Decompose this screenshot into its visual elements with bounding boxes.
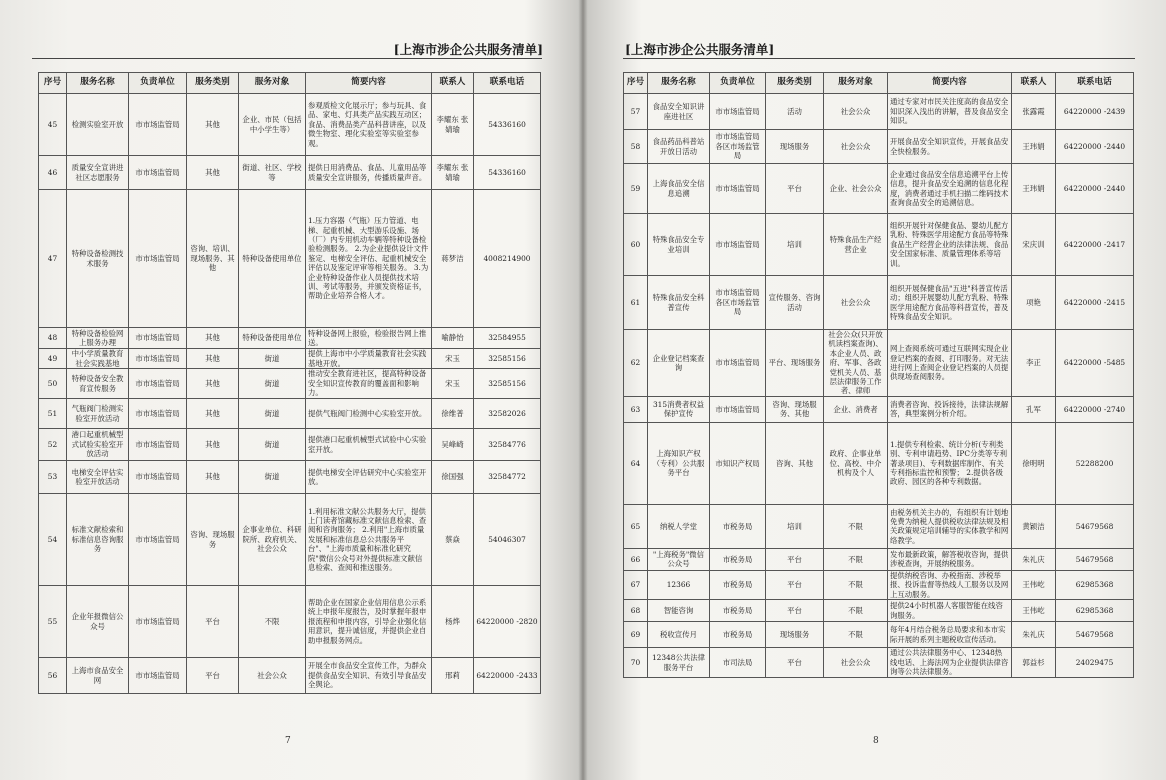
cell-service-name: 智能咨询 — [648, 600, 710, 622]
cell-phone: 32585156 — [474, 369, 541, 399]
title-rule — [32, 58, 542, 59]
table-row — [624, 548, 1134, 570]
cell-target: 社会公众(只开放机读档案查询)、本企业人员、政府、军事、各政党机关人员、基层法律服务工作者、律师 — [824, 330, 888, 397]
table-row — [624, 330, 1134, 397]
cell-desc: 提供日用消费品、食品、儿童用品等质量安全宣讲服务，传播质量声音。 — [306, 156, 432, 190]
cell-contact: 蒋梦洁 — [432, 190, 474, 328]
cell-unit: 市市场监管局 — [129, 156, 187, 190]
cell-category: 咨询、培训、现场服务、其他 — [187, 190, 239, 328]
cell-contact: 王玮娟 — [1012, 130, 1056, 164]
table-row — [39, 328, 541, 349]
cell-no: 65 — [624, 504, 648, 548]
cell-phone: 62985368 — [1056, 600, 1134, 622]
cell-unit: 市市场监管局 — [710, 330, 766, 397]
cell-unit: 市市场监管局 — [129, 190, 187, 328]
cell-unit: 市市场监管局 — [129, 461, 187, 494]
table-row — [39, 349, 541, 369]
cell-unit: 市市场监管局 — [129, 349, 187, 369]
service-table-left — [38, 72, 541, 694]
cell-desc: 由税务机关主办的，有组织有计划地免费为纳税人提供税收法律法规及相关政策规定培训辅导的实体教学和网络教学。 — [888, 504, 1012, 548]
cell-desc: 1.利用标准文献公共服务大厅，提供上门读者馆藏标准文献信息检索、查阅和咨询服务； 2.利用"上海市质量发展和标准信息总公共服务平台"、"上海市质量和标准化研究院"微信公众号对外提供标准文献信息检索、查阅和推送服务。 — [306, 494, 432, 586]
cell-no: 64 — [624, 422, 648, 504]
cell-phone: 52288200 — [1056, 422, 1134, 504]
cell-no: 47 — [39, 190, 67, 328]
cell-desc: 提供上海市中小学质量教育社会实践基地开放。 — [306, 349, 432, 369]
cell-service-name: 标准文献检索和标准信息咨询服务 — [67, 494, 129, 586]
cell-desc: 提供气瓶阀门检测中心实验室开放。 — [306, 399, 432, 429]
header-contact: 联系人 — [432, 73, 474, 94]
cell-no: 54 — [39, 494, 67, 586]
cell-unit: 市市场监管局 各区市场监管局 — [710, 130, 766, 164]
cell-contact: 王玮娟 — [1012, 164, 1056, 214]
cell-target: 不限 — [239, 586, 306, 658]
cell-unit: 市市场监管局 — [129, 94, 187, 156]
cell-service-name: 税收宣传月 — [648, 622, 710, 648]
table-row — [624, 570, 1134, 599]
cell-phone: 54336160 — [474, 94, 541, 156]
cell-no: 50 — [39, 369, 67, 399]
cell-unit: 市市场监管局 — [710, 94, 766, 130]
header-target: 服务对象 — [239, 73, 306, 94]
cell-service-name: 特种设备检验网上服务办理 — [67, 328, 129, 349]
cell-target: 街道 — [239, 429, 306, 461]
cell-desc: 提供纳税咨询、办税指南、涉税举报、投诉监督等热线人工服务以及网上互动服务。 — [888, 570, 1012, 599]
table-row — [39, 94, 541, 156]
cell-unit: 市市场监管局 — [129, 399, 187, 429]
cell-no: 69 — [624, 622, 648, 648]
cell-phone: 32584772 — [474, 461, 541, 494]
cell-contact: 项艳 — [1012, 276, 1056, 330]
header-desc: 简要内容 — [306, 73, 432, 94]
cell-no: 59 — [624, 164, 648, 214]
cell-contact: 吴峰崎 — [432, 429, 474, 461]
cell-target: 企事业单位、科研院所、政府机关、社会公众 — [239, 494, 306, 586]
cell-no: 56 — [39, 658, 67, 694]
cell-service-name: "上海税务"微信公众号 — [648, 548, 710, 570]
table-body — [624, 94, 1134, 678]
cell-phone: 32584955 — [474, 328, 541, 349]
header-category: 服务类别 — [187, 73, 239, 94]
cell-desc: 企业通过食品安全信息追溯平台上传信息，提升食品安全追溯的信息化程度，消费者通过手机扫描二维码技术查询食品安全的追溯信息。 — [888, 164, 1012, 214]
cell-target: 不限 — [824, 548, 888, 570]
cell-category: 咨询、现场服务、其他 — [766, 396, 824, 422]
cell-category: 现场服务 — [766, 622, 824, 648]
cell-category: 其他 — [187, 429, 239, 461]
cell-service-name: 特种设备检测技术服务 — [67, 190, 129, 328]
header-no: 序号 — [624, 73, 648, 94]
cell-desc: 开展食品安全知识宣传，开展食品安全快检服务。 — [888, 130, 1012, 164]
cell-service-name: 315消费者权益保护宣传 — [648, 396, 710, 422]
cell-desc: 推动安全教育进社区，提高特种设备安全知识宣传教育的覆盖面和影响力。 — [306, 369, 432, 399]
header-desc: 简要内容 — [888, 73, 1012, 94]
cell-unit: 市税务局 — [710, 548, 766, 570]
cell-phone: 64220000 -2439 — [1056, 94, 1134, 130]
table-row — [624, 504, 1134, 548]
table-row — [39, 429, 541, 461]
cell-phone: 64220000 -2433 — [474, 658, 541, 694]
cell-target: 社会公众 — [824, 130, 888, 164]
cell-desc: 提供24小时机器人客服智能在线咨询服务。 — [888, 600, 1012, 622]
table-row — [624, 130, 1134, 164]
header-phone: 联系电话 — [1056, 73, 1134, 94]
cell-contact: 宋庆训 — [1012, 214, 1056, 276]
header-name: 服务名称 — [648, 73, 710, 94]
cell-target: 企业、市民（包括中小学生等） — [239, 94, 306, 156]
cell-contact: 徐明明 — [1012, 422, 1056, 504]
table-row — [39, 369, 541, 399]
page-title: [上海市涉企公共服务清单] — [393, 42, 543, 57]
cell-category: 其他 — [187, 156, 239, 190]
cell-desc: 每年4月结合税务总局要求和本市实际开展的系列主题税收宣传活动。 — [888, 622, 1012, 648]
cell-category: 平台 — [766, 548, 824, 570]
cell-no: 60 — [624, 214, 648, 276]
cell-desc: 发布最新政策，解答税收咨询，提供涉税查询，开展纳税服务。 — [888, 548, 1012, 570]
cell-no: 55 — [39, 586, 67, 658]
cell-unit: 市市场监管局 — [129, 328, 187, 349]
cell-contact: 徐维普 — [432, 399, 474, 429]
cell-desc: 开展全市食品安全宣传工作，为群众提供食品安全知识、有效引导食品安全舆论。 — [306, 658, 432, 694]
cell-service-name: 气瓶阀门检测实验室开放活动 — [67, 399, 129, 429]
cell-unit: 市市场监管局 — [710, 396, 766, 422]
table-row — [624, 94, 1134, 130]
cell-unit: 市税务局 — [710, 600, 766, 622]
header-unit: 负责单位 — [710, 73, 766, 94]
header-no: 序号 — [39, 73, 67, 94]
cell-contact: 王伟屹 — [1012, 600, 1056, 622]
cell-target: 特种设备使用单位 — [239, 190, 306, 328]
cell-no: 70 — [624, 648, 648, 678]
cell-service-name: 中小学质量教育社会实践基地 — [67, 349, 129, 369]
cell-desc: 消费者咨询、投诉接待，法律法规解答，典型案例分析介绍。 — [888, 396, 1012, 422]
cell-target: 社会公众 — [824, 276, 888, 330]
cell-target: 街道 — [239, 369, 306, 399]
page-title: [上海市涉企公共服务清单] — [625, 42, 775, 57]
cell-no: 68 — [624, 600, 648, 622]
header-phone: 联系电话 — [474, 73, 541, 94]
cell-category: 培训 — [766, 504, 824, 548]
cell-phone: 54679568 — [1056, 504, 1134, 548]
cell-target: 特殊食品生产经营企业 — [824, 214, 888, 276]
cell-contact: 徐国强 — [432, 461, 474, 494]
cell-contact: 宋玉 — [432, 369, 474, 399]
cell-target: 街道 — [239, 349, 306, 369]
table-row — [624, 648, 1134, 678]
cell-contact: 黄颖洁 — [1012, 504, 1056, 548]
table-row — [39, 658, 541, 694]
cell-contact: 朱礼庆 — [1012, 548, 1056, 570]
cell-desc: 1.压力容器（气瓶）压力管道、电梯、起重机械、大型游乐设施、场（厂）内专用机动车辆等特种设备检验检测服务。 2.为企业提供设计文件鉴定、电梯安全评估、起重机械安全评估以及鉴定评审等相关服务。 3.为企业特种设备作业人员提供技术培训、考试等服务，并颁发资格证书，帮助企业培养合格人才。 — [306, 190, 432, 328]
cell-no: 52 — [39, 429, 67, 461]
cell-unit: 市税务局 — [710, 622, 766, 648]
cell-category: 平台 — [766, 164, 824, 214]
cell-no: 49 — [39, 349, 67, 369]
cell-service-name: 电梯安全评估实验室开放活动 — [67, 461, 129, 494]
cell-service-name: 特种设备安全教育宣传服务 — [67, 369, 129, 399]
cell-unit: 市市场监管局 — [129, 658, 187, 694]
cell-service-name: 质量安全宣讲进社区志愿服务 — [67, 156, 129, 190]
cell-category: 平台 — [187, 586, 239, 658]
cell-phone: 64220000 -5485 — [1056, 330, 1134, 397]
cell-phone: 64220000 -2415 — [1056, 276, 1134, 330]
header-category: 服务类别 — [766, 73, 824, 94]
cell-category: 其他 — [187, 94, 239, 156]
cell-desc: 通过公共法律服务中心、12348热线电话、上海法网为企业提供法律咨询等公共法律服务。 — [888, 648, 1012, 678]
cell-category: 平台 — [766, 648, 824, 678]
title-rule — [623, 58, 1135, 59]
cell-desc: 网上查阅系统可通过互联网实现企业登记档案的查阅、打印服务。对无法进行网上查阅企业登记档案的人员提供现场查阅服务。 — [888, 330, 1012, 397]
service-table-right — [623, 72, 1134, 678]
cell-contact: 李正 — [1012, 330, 1056, 397]
cell-category: 宣传服务、咨询活动 — [766, 276, 824, 330]
cell-no: 61 — [624, 276, 648, 330]
header-target: 服务对象 — [824, 73, 888, 94]
cell-target: 不限 — [824, 622, 888, 648]
cell-phone: 54046307 — [474, 494, 541, 586]
cell-no: 53 — [39, 461, 67, 494]
cell-contact: 郭益杉 — [1012, 648, 1056, 678]
table-row — [624, 422, 1134, 504]
cell-no: 63 — [624, 396, 648, 422]
cell-phone: 24029475 — [1056, 648, 1134, 678]
cell-category: 其他 — [187, 328, 239, 349]
cell-unit: 市司法局 — [710, 648, 766, 678]
cell-contact: 宋玉 — [432, 349, 474, 369]
cell-phone: 64220000 -2440 — [1056, 130, 1134, 164]
cell-category: 平台 — [187, 658, 239, 694]
cell-unit: 市市场监管局 — [129, 429, 187, 461]
cell-target: 社会公众 — [824, 648, 888, 678]
page-number: 7 — [285, 736, 291, 746]
header-unit: 负责单位 — [129, 73, 187, 94]
cell-phone: 62985368 — [1056, 570, 1134, 599]
cell-contact: 张露霞 — [1012, 94, 1056, 130]
cell-phone: 64220000 -2820 — [474, 586, 541, 658]
cell-category: 平台 — [766, 600, 824, 622]
cell-service-name: 食品药品科普站开放日活动 — [648, 130, 710, 164]
cell-service-name: 12366 — [648, 570, 710, 599]
cell-service-name: 企业登记档案查询 — [648, 330, 710, 397]
table-header — [39, 73, 541, 94]
cell-service-name: 港口起重机械型式试验实验室开放活动 — [67, 429, 129, 461]
cell-no: 45 — [39, 94, 67, 156]
cell-contact: 李耀东 张婧瑜 — [432, 156, 474, 190]
cell-unit: 市市场监管局 — [129, 369, 187, 399]
cell-desc: 特种设备网上报验，检验报告网上推送。 — [306, 328, 432, 349]
cell-no: 51 — [39, 399, 67, 429]
cell-target: 不限 — [824, 600, 888, 622]
cell-target: 政府、企事业单位、高校、中介机构及个人 — [824, 422, 888, 504]
table-row — [39, 461, 541, 494]
cell-service-name: 特殊食品安全专业培训 — [648, 214, 710, 276]
cell-target: 不限 — [824, 570, 888, 599]
table-row — [624, 396, 1134, 422]
cell-service-name: 12348公共法律服务平台 — [648, 648, 710, 678]
cell-phone: 54679568 — [1056, 622, 1134, 648]
cell-service-name: 检测实验室开放 — [67, 94, 129, 156]
cell-contact: 蔡焱 — [432, 494, 474, 586]
table-row — [39, 156, 541, 190]
cell-category: 平台、现场服务 — [766, 330, 824, 397]
cell-service-name: 上海食品安全信息追溯 — [648, 164, 710, 214]
cell-category: 平台 — [766, 570, 824, 599]
cell-category: 现场服务 — [766, 130, 824, 164]
cell-contact: 喻静怡 — [432, 328, 474, 349]
cell-no: 48 — [39, 328, 67, 349]
cell-category: 活动 — [766, 94, 824, 130]
header-contact: 联系人 — [1012, 73, 1056, 94]
cell-target: 街道 — [239, 461, 306, 494]
cell-target: 企业、社会公众 — [824, 164, 888, 214]
cell-phone: 54336160 — [474, 156, 541, 190]
table-row — [624, 622, 1134, 648]
table-row — [624, 164, 1134, 214]
cell-category: 咨询、现场服务 — [187, 494, 239, 586]
table-row — [624, 600, 1134, 622]
cell-service-name: 上海知识产权（专利）公共服务平台 — [648, 422, 710, 504]
cell-phone: 32582026 — [474, 399, 541, 429]
cell-phone: 64220000 -2440 — [1056, 164, 1134, 214]
page-number: 8 — [873, 736, 879, 746]
table-row — [39, 399, 541, 429]
cell-category: 咨询、其他 — [766, 422, 824, 504]
cell-target: 不限 — [824, 504, 888, 548]
cell-contact: 王伟屹 — [1012, 570, 1056, 599]
cell-contact: 朱礼庆 — [1012, 622, 1056, 648]
table-row — [624, 214, 1134, 276]
cell-desc: 组织开展针对保健食品、婴幼儿配方乳粉、特殊医学用途配方食品等特殊食品生产经营企业的法律法规、食品安全国家标准、质量管理体系等培训。 — [888, 214, 1012, 276]
cell-desc: 通过专家对市民关注度高的食品安全知识深入浅出的讲解，普及食品安全知识。 — [888, 94, 1012, 130]
cell-contact: 邢莉 — [432, 658, 474, 694]
cell-phone: 32584776 — [474, 429, 541, 461]
cell-phone: 64220000 -2417 — [1056, 214, 1134, 276]
cell-desc: 组织开展保健食品"五进"科普宣传活动；组织开展婴幼儿配方乳粉、特殊医学用途配方食品等科普宣传，普及特殊食品安全知识。 — [888, 276, 1012, 330]
table-row — [39, 494, 541, 586]
cell-no: 58 — [624, 130, 648, 164]
cell-no: 46 — [39, 156, 67, 190]
table-header — [624, 73, 1134, 94]
cell-unit: 市市场监管局 — [710, 214, 766, 276]
cell-target: 企业、消费者 — [824, 396, 888, 422]
cell-unit: 市市场监管局 — [129, 494, 187, 586]
cell-category: 培训 — [766, 214, 824, 276]
cell-desc: 提供港口起重机械型式试验中心实验室开放。 — [306, 429, 432, 461]
cell-service-name: 企业年报微信公众号 — [67, 586, 129, 658]
cell-target: 街道 — [239, 399, 306, 429]
cell-category: 其他 — [187, 399, 239, 429]
cell-category: 其他 — [187, 369, 239, 399]
cell-desc: 1.提供专利检索、统计分析(专利类别、专利申请趋势、IPC分类等专利著录项目)、专利数据库制作、有关专利指标监控和预警； 2.提供各级政府、园区的各种专利数据。 — [888, 422, 1012, 504]
cell-category: 其他 — [187, 349, 239, 369]
cell-unit: 市税务局 — [710, 570, 766, 599]
cell-contact: 杨烨 — [432, 586, 474, 658]
cell-phone: 54679568 — [1056, 548, 1134, 570]
cell-unit: 市市场监管局 — [129, 586, 187, 658]
cell-desc: 帮助企业在国家企业信用信息公示系统上申报年度报告，及时掌握年报申报流程和申报内容，引导企业强化信用意识，提升诚信度，并提供企业自助申报服务网点。 — [306, 586, 432, 658]
table-body — [39, 94, 541, 694]
cell-target: 社会公众 — [239, 658, 306, 694]
cell-phone: 64220000 -2740 — [1056, 396, 1134, 422]
cell-no: 66 — [624, 548, 648, 570]
cell-no: 67 — [624, 570, 648, 599]
cell-target: 街道、社区、学校等 — [239, 156, 306, 190]
cell-unit: 市知识产权局 — [710, 422, 766, 504]
right-page — [583, 0, 1166, 780]
cell-category: 其他 — [187, 461, 239, 494]
cell-unit: 市市场监管局 各区市场监管局 — [710, 276, 766, 330]
cell-target: 特种设备使用单位 — [239, 328, 306, 349]
cell-no: 62 — [624, 330, 648, 397]
cell-no: 57 — [624, 94, 648, 130]
cell-service-name: 食品安全知识讲座进社区 — [648, 94, 710, 130]
cell-contact: 李耀东 张婧瑜 — [432, 94, 474, 156]
cell-phone: 32585156 — [474, 349, 541, 369]
cell-unit: 市市场监管局 — [710, 164, 766, 214]
table-row — [39, 190, 541, 328]
cell-desc: 参观质检文化展示厅；参与玩具、食品、家电、灯具类产品实践互动区；食品、消费品类产品科普讲座，以及微生物室、理化实验室等实验室参观。 — [306, 94, 432, 156]
cell-service-name: 上海市食品安全网 — [67, 658, 129, 694]
cell-phone: 4008214900 — [474, 190, 541, 328]
cell-target: 社会公众 — [824, 94, 888, 130]
table-row — [39, 586, 541, 658]
cell-service-name: 纳税人学堂 — [648, 504, 710, 548]
cell-contact: 孔军 — [1012, 396, 1056, 422]
cell-unit: 市税务局 — [710, 504, 766, 548]
cell-desc: 提供电梯安全评估研究中心实验室开放。 — [306, 461, 432, 494]
cell-service-name: 特殊食品安全科普宣传 — [648, 276, 710, 330]
header-name: 服务名称 — [67, 73, 129, 94]
table-row — [624, 276, 1134, 330]
